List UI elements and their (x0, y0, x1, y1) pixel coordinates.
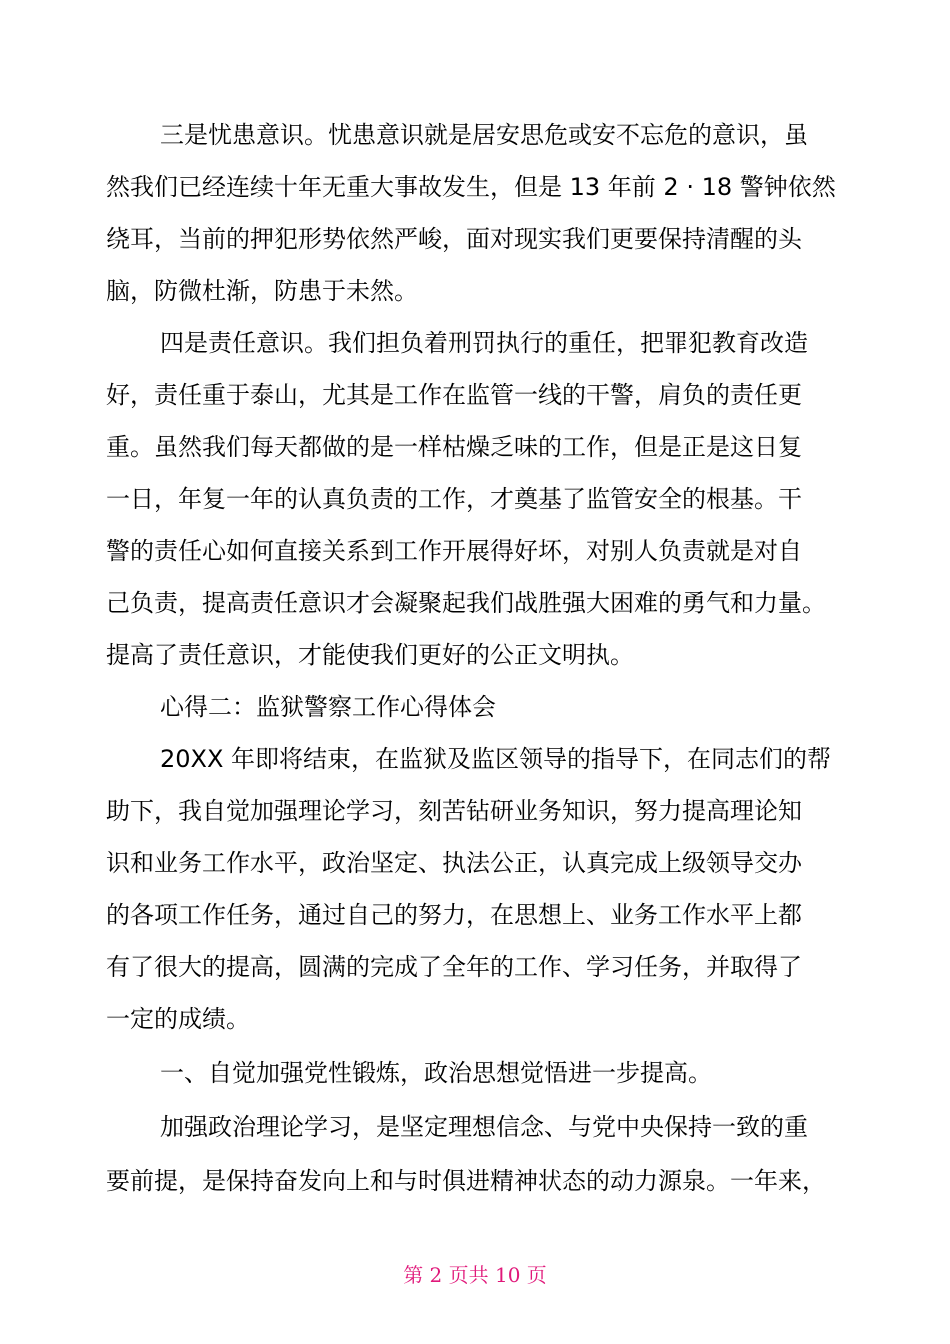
text-line: 20XX 年即将结束，在监狱及监区领导的指导下，在同志们的帮 (160, 745, 832, 773)
text-line: 要前提，是保持奋发向上和与时俱进精神状态的动力源泉。一年来， (106, 1167, 826, 1195)
text-line: 四是责任意识。我们担负着刑罚执行的重任，把罪犯教育改造 (160, 329, 808, 357)
text-line: 己负责，提高责任意识才会凝聚起我们战胜强大困难的勇气和力量。 (106, 589, 826, 617)
text-line: 警的责任心如何直接关系到工作开展得好坏，对别人负责就是对自 (106, 537, 802, 565)
text-line: 一定的成绩。 (106, 1005, 250, 1033)
text-line: 重。虽然我们每天都做的是一样枯燥乏味的工作，但是正是这日复 (106, 433, 802, 461)
subsection-heading: 一、自觉加强党性锻炼，政治思想觉悟进一步提高。 (160, 1059, 712, 1087)
text-line: 三是忧患意识。忧患意识就是居安思危或安不忘危的意识，虽 (160, 121, 808, 149)
text-line: 的各项工作任务，通过自己的努力，在思想上、业务工作水平上都 (106, 901, 802, 929)
text-line: 识和业务工作水平，政治坚定、执法公正，认真完成上级领导交办 (106, 849, 802, 877)
text-line: 提高了责任意识，才能使我们更好的公正文明执。 (106, 641, 634, 669)
text-line: 加强政治理论学习，是坚定理想信念、与党中央保持一致的重 (160, 1113, 808, 1141)
text-line: 脑，防微杜渐，防患于未然。 (106, 277, 418, 305)
text-line: 好，责任重于泰山，尤其是工作在监管一线的干警，肩负的责任更 (106, 381, 802, 409)
text-line: 一日，年复一年的认真负责的工作，才奠基了监管安全的根基。干 (106, 485, 802, 513)
text-line: 助下，我自觉加强理论学习，刻苦钻研业务知识，努力提高理论知 (106, 797, 802, 825)
text-line: 然我们已经连续十年无重大事故发生，但是 13 年前 2 · 18 警钟依然 (106, 173, 836, 201)
section-heading: 心得二：监狱警察工作心得体会 (160, 693, 496, 721)
text-line: 绕耳，当前的押犯形势依然严峻，面对现实我们更要保持清醒的头 (106, 225, 802, 253)
text-line: 有了很大的提高，圆满的完成了全年的工作、学习任务，并取得了 (106, 953, 802, 981)
page-number-footer: 第 2 页共 10 页 (403, 1263, 547, 1287)
